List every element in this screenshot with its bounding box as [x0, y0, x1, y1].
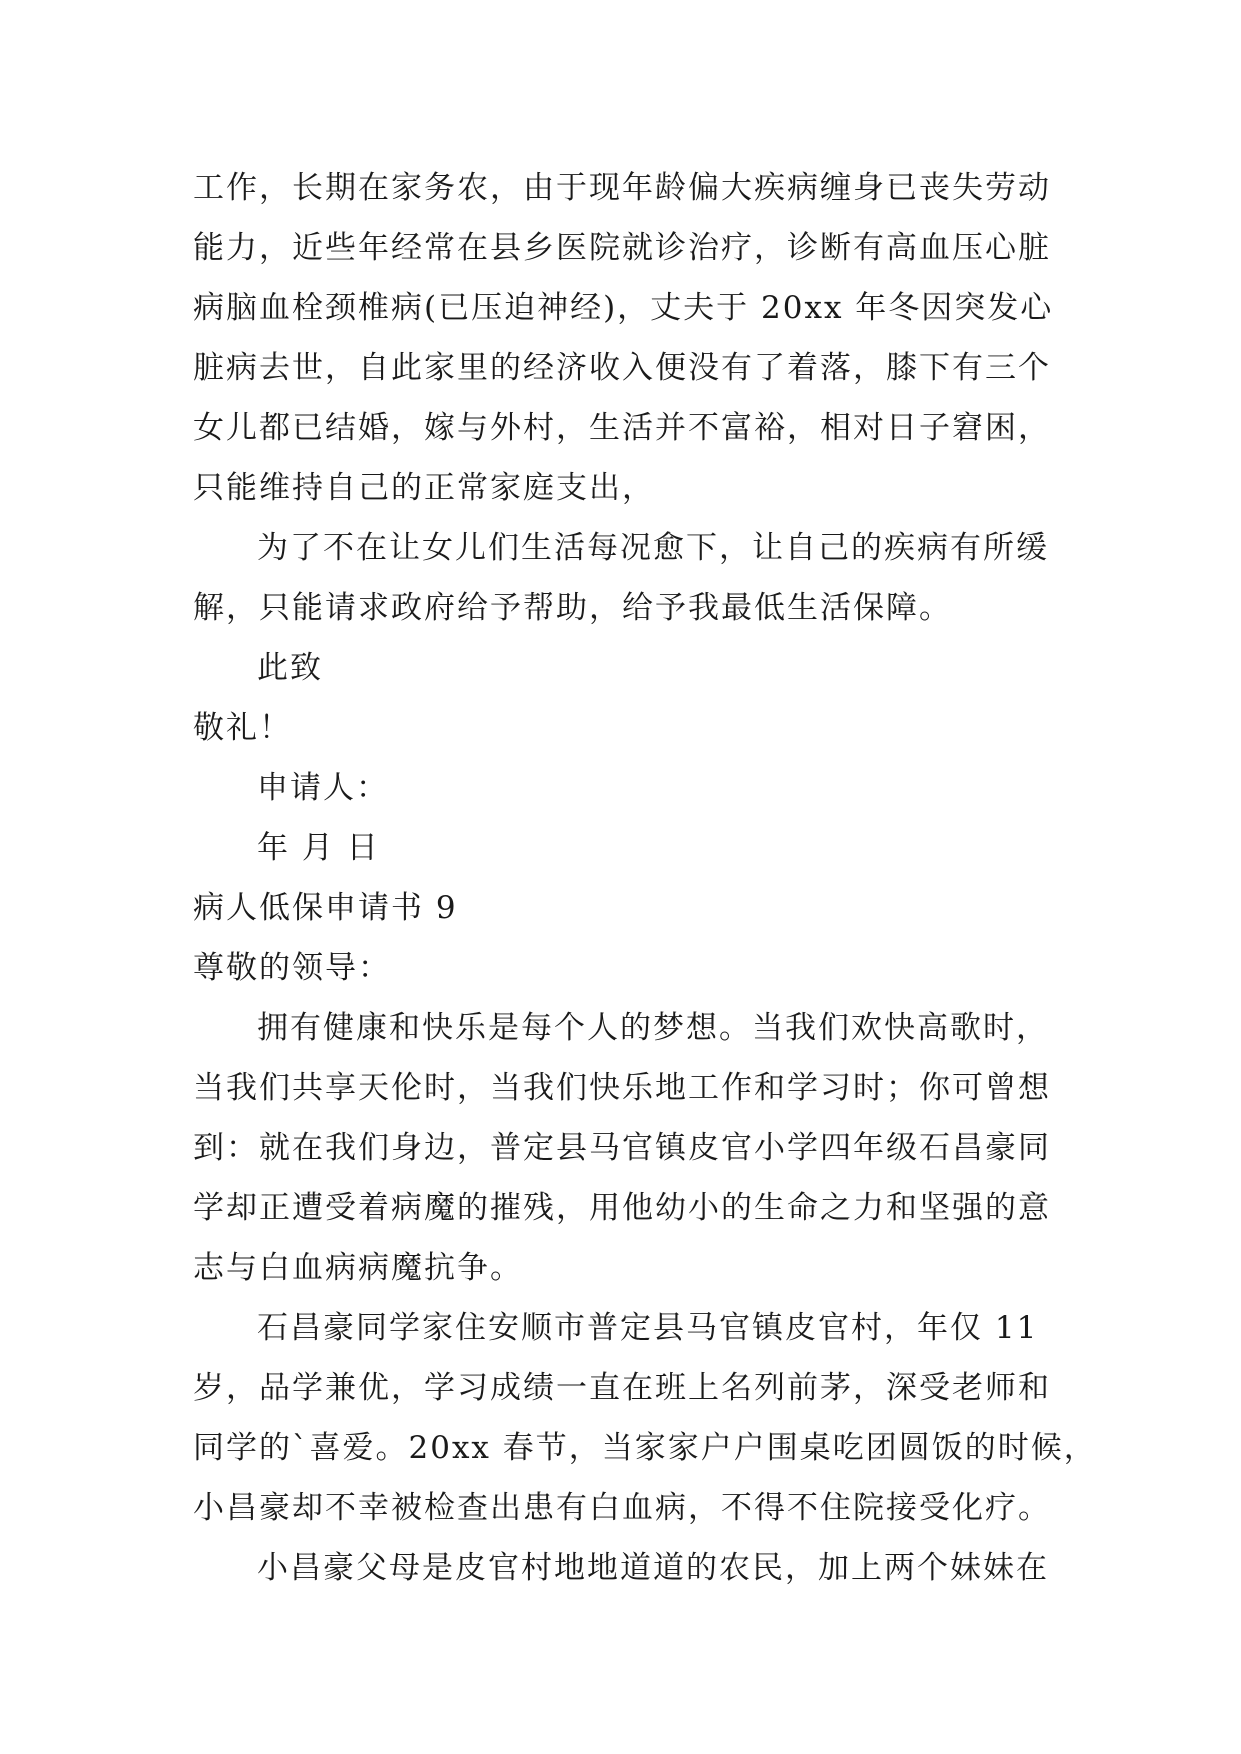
section-title: 病人低保申请书 9	[193, 890, 458, 926]
paragraph-start-line: 小昌豪父母是皮官村地地道道的农民，加上两个妹妹在	[257, 1550, 1049, 1586]
body-line: 当我们共享天伦时，当我们快乐地工作和学习时；你可曾想	[193, 1070, 1051, 1106]
paragraph-start-line: 为了不在让女儿们生活每况愈下，让自己的疾病有所缓	[257, 530, 1049, 566]
paragraph-start-line: 拥有健康和快乐是每个人的梦想。当我们欢快高歌时，	[257, 1010, 1049, 1046]
body-line: 病脑血栓颈椎病(已压迫神经)，丈夫于 20xx 年冬因突发心	[193, 290, 1054, 326]
body-line: 女儿都已结婚，嫁与外村，生活并不富裕，相对日子窘困，	[193, 410, 1051, 446]
body-line: 岁，品学兼优，学习成绩一直在班上名列前茅，深受老师和	[193, 1370, 1051, 1406]
body-line: 同学的`喜爱。20xx 春节，当家家户户围桌吃团圆饭的时候，	[193, 1430, 1097, 1466]
applicant-line: 申请人：	[257, 770, 389, 806]
body-line: 学却正遭受着病魔的摧残，用他幼小的生命之力和坚强的意	[193, 1190, 1051, 1226]
paragraph-start-line: 石昌豪同学家住安顺市普定县马官镇皮官村，年仅 11	[257, 1310, 1039, 1346]
body-line: 只能维持自己的正常家庭支出，	[193, 470, 655, 506]
body-line: 到：就在我们身边，普定县马官镇皮官小学四年级石昌豪同	[193, 1130, 1051, 1166]
body-line: 工作，长期在家务农，由于现年龄偏大疾病缠身已丧失劳动	[193, 170, 1051, 206]
closing-line: 此致	[257, 650, 323, 686]
body-line: 能力，近些年经常在县乡医院就诊治疗，诊断有高血压心脏	[193, 230, 1051, 266]
date-line: 年 月 日	[257, 830, 380, 866]
body-line: 解，只能请求政府给予帮助，给予我最低生活保障。	[193, 590, 952, 626]
body-line: 脏病去世，自此家里的经济收入便没有了着落，膝下有三个	[193, 350, 1051, 386]
body-line: 小昌豪却不幸被检查出患有白血病，不得不住院接受化疗。	[193, 1490, 1051, 1526]
document-body	[193, 158, 1097, 1598]
body-line: 志与白血病病魔抗争。	[193, 1250, 523, 1286]
salutation-line: 敬礼！	[193, 710, 292, 746]
greeting-line: 尊敬的领导：	[193, 950, 391, 986]
